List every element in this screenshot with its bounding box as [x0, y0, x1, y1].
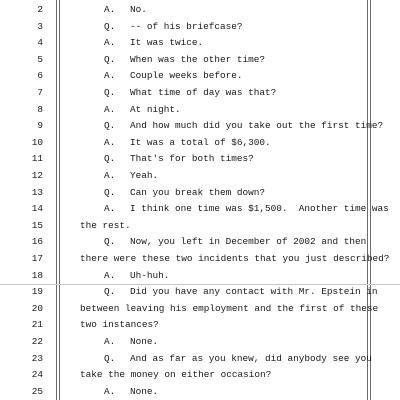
- line-text: What time of day was that?: [130, 87, 277, 98]
- line-text: Now, you left in December of 2002 and then: [130, 236, 367, 248]
- line-text: When was the other time?: [130, 53, 266, 65]
- speaker-label: Q.: [104, 53, 116, 65]
- line-text-continued: take the money on either occasion?: [80, 369, 272, 381]
- line-text: Yeah.: [130, 170, 159, 181]
- line-text: And how much did you take out the first time?: [130, 120, 384, 132]
- line-text: Can you break them down?: [130, 186, 266, 198]
- line-number: 15: [31, 219, 43, 231]
- speaker-label: Q.: [104, 236, 116, 248]
- line-text-continued: there were these two incidents that you just described?: [80, 253, 390, 264]
- transcript-line: [0, 85, 400, 101]
- line-number: 10: [31, 136, 43, 148]
- transcript-line: [0, 68, 400, 84]
- transcript-line: [0, 218, 400, 234]
- line-text: Did you have any contact with Mr. Epstein in: [130, 286, 378, 298]
- transcript-line: [0, 251, 400, 267]
- speaker-label: A.: [104, 170, 116, 181]
- transcript-line: [0, 284, 400, 300]
- speaker-label: A.: [104, 385, 116, 397]
- transcript-line: [0, 2, 400, 18]
- transcript-line: [0, 118, 400, 134]
- transcript-line: [0, 102, 400, 118]
- transcript-line: [0, 301, 400, 317]
- line-number: 22: [31, 336, 43, 347]
- line-number: 3: [37, 20, 43, 32]
- transcript-line: [0, 367, 400, 383]
- speaker-label: Q.: [104, 352, 116, 364]
- line-number: 2: [37, 4, 43, 15]
- line-number: 5: [37, 53, 43, 65]
- line-text: None.: [130, 336, 159, 347]
- transcript-line: [0, 234, 400, 250]
- speaker-label: A.: [104, 269, 116, 281]
- transcript-line: [0, 201, 400, 217]
- line-number: 12: [31, 170, 43, 181]
- transcript-line: [0, 317, 400, 333]
- speaker-label: Q.: [104, 87, 116, 98]
- line-text: I think one time was $1,500. Another time was: [130, 203, 389, 215]
- line-number: 21: [31, 319, 43, 331]
- line-text-continued: two instances?: [80, 319, 159, 331]
- transcript-line: [0, 19, 400, 35]
- transcript-line: [0, 268, 400, 284]
- transcript-line: [0, 384, 400, 400]
- line-number: 16: [31, 236, 43, 248]
- speaker-label: Q.: [104, 186, 116, 198]
- speaker-label: Q.: [104, 20, 116, 32]
- transcript-line: [0, 151, 400, 167]
- line-text-continued: between leaving his employment and the first of these: [80, 302, 379, 314]
- line-number: 11: [31, 153, 43, 165]
- line-text: That's for both times?: [130, 153, 254, 165]
- transcript-line: [0, 135, 400, 151]
- speaker-label: A.: [104, 70, 116, 82]
- transcript-line: [0, 351, 400, 367]
- line-number: 18: [31, 269, 43, 281]
- line-number: 6: [37, 70, 43, 82]
- line-number: 20: [31, 302, 43, 314]
- speaker-label: Q.: [104, 153, 116, 165]
- speaker-label: A.: [104, 37, 116, 49]
- line-number: 8: [37, 103, 43, 115]
- line-text: At night.: [130, 103, 181, 115]
- speaker-label: Q.: [104, 120, 116, 132]
- transcript-line: [0, 185, 400, 201]
- line-text: No.: [130, 4, 147, 15]
- speaker-label: A.: [104, 136, 116, 148]
- line-number: 24: [31, 369, 43, 381]
- line-number: 25: [31, 385, 43, 397]
- speaker-label: Q.: [104, 286, 116, 298]
- line-text: It was a total of $6,300.: [130, 136, 271, 148]
- transcript-line: [0, 35, 400, 51]
- line-number: 13: [31, 186, 43, 198]
- line-text-continued: the rest.: [80, 219, 131, 231]
- speaker-label: A.: [104, 203, 116, 215]
- speaker-label: A.: [104, 103, 116, 115]
- line-text: Uh-huh.: [130, 269, 170, 281]
- transcript-line: [0, 168, 400, 184]
- line-number: 17: [31, 253, 43, 264]
- line-number: 7: [37, 87, 43, 98]
- speaker-label: A.: [104, 336, 116, 347]
- line-number: 9: [37, 120, 43, 132]
- line-text: It was twice.: [130, 37, 204, 49]
- line-number: 4: [37, 37, 43, 49]
- line-text: And as far as you knew, did anybody see you: [130, 352, 372, 364]
- line-number: 23: [31, 352, 43, 364]
- line-number: 14: [31, 203, 43, 215]
- transcript-line: [0, 52, 400, 68]
- speaker-label: A.: [104, 4, 116, 15]
- line-text: Couple weeks before.: [130, 70, 243, 82]
- line-text: None.: [130, 385, 159, 397]
- line-text: -- of his briefcase?: [130, 20, 243, 32]
- line-number: 19: [31, 286, 43, 298]
- transcript-line: [0, 334, 400, 350]
